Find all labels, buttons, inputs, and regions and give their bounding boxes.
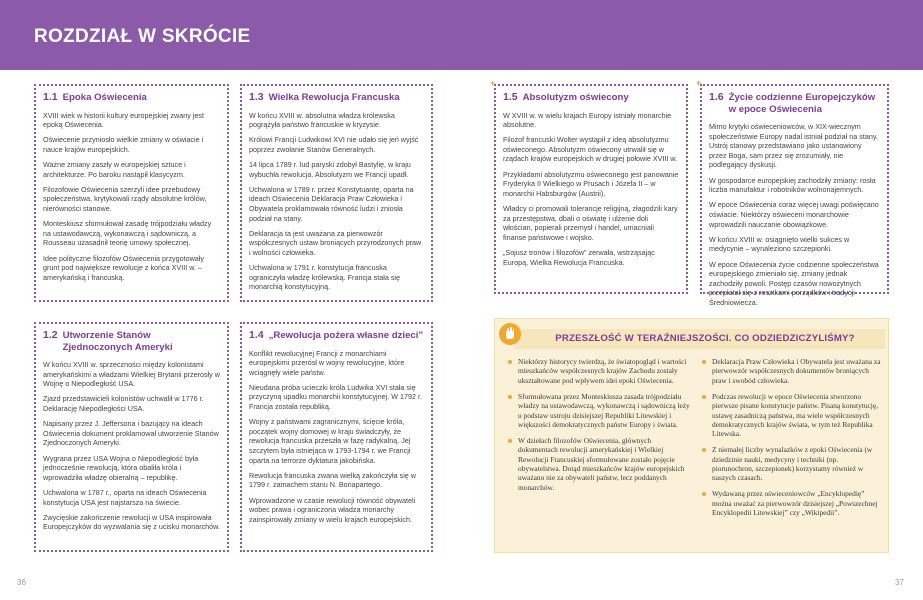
legacy-panel bbox=[494, 318, 889, 553]
card-paragraph: „Sojusz tronów i filozofów” zerwała, wstrząsając Europą, Wielka Rewolucja Francuska. bbox=[503, 248, 655, 267]
card-number: 1.2 bbox=[43, 329, 58, 341]
legacy-title: PRZESZŁOŚĆ W TERAŹNIEJSZOŚCI. CO ODZIEDZICZYLIŚMY? bbox=[555, 333, 855, 344]
section-card-1-1 bbox=[34, 84, 229, 302]
card-title: Epoka Oświecenia bbox=[62, 92, 147, 103]
card-paragraph: W końcu XVIII w. osiągnięto wielki sukces w medycynie – wynaleziono szczepionki. bbox=[709, 234, 850, 254]
card-paragraph: W końcu XVIII w. absolutna władza królewska pogrążyła państwo francuskie w kryzysie. bbox=[249, 110, 395, 130]
card-number: 1.1 bbox=[43, 91, 58, 103]
legacy-item: Deklaracja Praw Człowieka i Obywatela jest uważana za pierwowzór współczesnych dokumentów broniących praw i swobód człowieka. bbox=[701, 357, 881, 385]
card-heading bbox=[43, 92, 220, 104]
card-paragraph: Władcy ci promowali tolerancje religijną, złagodzili kary za przestępstwa, dbali o oświatę i ulżenie doli włościan, popierali przemysł i handel, umacniali finanse państwowe i wojsko. bbox=[503, 204, 678, 242]
card-heading bbox=[43, 330, 220, 353]
card-paragraph: XVIII wiek w historii kultury europejskiej zwany jest epoką Oświecenia. bbox=[43, 110, 204, 130]
legacy-item: Niektórzy historycy twierdzą, że światopogląd i wartości mieszkańców współczesnych krajów Zachodu zostały ukształtowane pod wpływem idei epoki Oświecenia. bbox=[507, 357, 690, 385]
card-paragraph: Mimo krytyki oświeceniowców, w XIX-wiecznym społeczeństwie Europy nadal istniał podział na stany. Ustrój stanowy przedstawiano jako ustanowiony przez Boga, sam przez się zrozumiały, nie podlegający dyskusji. bbox=[709, 122, 878, 170]
card-title: Absolutyzm oświecony bbox=[522, 92, 629, 103]
legacy-item: Z niemałej liczby wynalazków z epoki Oświecenia (w dziedzinie nauki, medycyny i techniki (np. piorunochron, szczepionek) korzystamy również w naszych czasach. bbox=[701, 445, 881, 483]
card-paragraph: Uchwalona w 1787 r., oparta na ideach Oświecenia konstytucja USA jest najstarsza na świecie. bbox=[43, 487, 207, 507]
section-card-1-2 bbox=[34, 322, 229, 552]
card-paragraph: Konflikt rewolucyjnej Francji z monarchiami europejskimi przerósł w wojny rewolucyjne, które wciągnęły wiele państw. bbox=[249, 348, 405, 377]
card-title: Wielka Rewolucja Francuska bbox=[268, 92, 400, 103]
card-heading bbox=[709, 92, 880, 115]
card-paragraph: Monteskiusz sformułował zasadę trójpodziału władzy na ustawodawczą, wykonawczą i sądowniczą, a Rousseau uzasadnił teorię umowy społecznej. bbox=[43, 219, 212, 248]
card-paragraph: Przykładami absolutyzmu oświeconego jest panowanie Fryderyka II Wielkiego w Prusach i Józefa II – w monarchii Habsburgów (Austrii). bbox=[503, 169, 679, 198]
card-paragraph: Wygrana przez USA Wojna o Niepodległość była jednocześnie rewolucją, która obaliła króla i wprowadziła władzę obieralną – republikę. bbox=[43, 453, 199, 482]
card-paragraph: W epoce Oświecenia coraz więcej uwagi poświęcano oświacie. Niektórzy oświeceni monarchowie wprowadzili nauczanie obowiązkowe. bbox=[709, 200, 879, 229]
card-paragraph: Oświecenie przyniosło wielkie zmiany w oświacie i nauce krajów europejskich. bbox=[43, 135, 204, 154]
section-card-1-5 bbox=[494, 84, 688, 294]
card-paragraph: Zwycięskie zakończenie rewolucji w USA inspirowała Europejczyków do wyzwalania się z ucisku monarchów. bbox=[43, 512, 220, 532]
card-number: 1.4 bbox=[249, 329, 264, 341]
legacy-item: Wydawaną przez oświeceniowców „Encyklopedię” można uważać za pierwowzór dzisiejszej „Powszechnej Encyklopedii Litewskiej” czy „Wikipedii”. bbox=[701, 489, 881, 517]
card-title: „Rewolucja pożera własne dzieci” bbox=[268, 330, 424, 341]
card-paragraph: Filozofowie Oświecenia szerzyli idee przebudowy społeczeństwa, krytykowali rządy absolutne królów, nierówności stanowe. bbox=[43, 184, 207, 214]
hand-icon bbox=[499, 323, 521, 345]
card-paragraph: Nieudana próba ucieczki króla Ludwika XVI stała się przyczyną upadku monarchii konstytucyjnej. W 1792 r. Francja została republiką. bbox=[249, 382, 422, 412]
legacy-column-left bbox=[507, 357, 690, 499]
card-paragraph: Deklaracja ta jest uważana za pierwowzór współczesnych ustaw broniących przyrodzonych praw i wolności człowieka. bbox=[249, 228, 422, 257]
card-paragraph: Rewolucja francuska zwana wielką zakończyła się w 1799 r. zamachem stanu N. Bonapartego. bbox=[249, 470, 416, 490]
legacy-item: Sformułowana przez Monteskiusza zasada trójpodziału władzy na ustawodawczą, wykonawczą i sądowniczą leży u podstaw ustroju dzisiejszej Republiki Litewskiej i większości demokratycznych państw Europy i świata. bbox=[507, 392, 690, 430]
card-paragraph: W końcu XVIII w. sprzeczności między kolonistami amerykańskimi a władzami Wielkiej Brytanii przerosły w Wojnę o Niepodległość USA. bbox=[43, 360, 220, 389]
card-number: 1.3 bbox=[249, 91, 264, 103]
chapter-header bbox=[0, 0, 923, 70]
card-heading bbox=[249, 92, 424, 104]
page-number-left: 36 bbox=[17, 578, 26, 587]
card-paragraph: W gospodarce europejskiej zachodziły zmiany: rosła liczba manufaktur i robotników wolnonajemnych. bbox=[709, 175, 876, 195]
page-number-right: 37 bbox=[895, 578, 904, 587]
card-paragraph: Wojny z państwami zagranicznymi, ścięcie króla, początek wojny domowej w kraju świadczyły, że rewolucja francuska przeszła w fazę radykalną. Jej szczytem była istniejąca w 1793-1794 r. we Francji oparta na terrorze dyktatura jakobińska. bbox=[249, 417, 411, 465]
card-paragraph: W XVIII w. w wielu krajach Europy istniały monarchie absolutne. bbox=[503, 110, 672, 130]
section-card-1-4 bbox=[240, 322, 433, 552]
card-number: 1.6 bbox=[709, 91, 724, 103]
card-paragraph: Napisany przez J. Jeffersona i bazujący na ideach Oświecenia dokument proklamował utworzenie Stanów Zjednoczonych Ameryki. bbox=[43, 419, 219, 448]
legacy-item: Podczas rewolucji w epoce Oświecenia stworzono pierwsze pisane konstytucje państw. Pisaną konstytucję, ustawę zasadniczą państwa, ma wiele współczesnych demokratycznych krajów świata, w tym też Republika Litewska. bbox=[701, 392, 881, 439]
card-paragraph: Zjazd przedstawicieli kolonistów uchwalił w 1776 r. Deklarację Niepodległości USA. bbox=[43, 394, 204, 413]
card-heading bbox=[249, 330, 424, 342]
card-paragraph: Ważne zmiany zaszły w europejskiej sztuce i architekturze. Po baroku nastąpił klasycyzm. bbox=[43, 160, 186, 179]
card-paragraph: Wprowadzone w czasie rewolucji równość obywateli wobec prawa i ograniczona władza monarchy zainspirowały zmiany w wielu krajach europejskich. bbox=[249, 495, 416, 524]
legacy-item: W dziełach filozofów Oświecenia, głównych dokumentach rewolucji amerykańskiej i Wielkiej Rewolucji Francuskiej sformułowane zostało pojęcie obywatelstwa. Dotąd mieszkańców krajów europejskich uważano nie za obywateli państw, lecz poddanych monarchów. bbox=[507, 436, 690, 492]
card-paragraph: Idee polityczne filozofów Oświecenia przygotowały grunt pod największe rewolucje z końca XVIII w. – amerykańską i francuską. bbox=[43, 253, 204, 282]
card-paragraph: Filozof francuski Wolter wystąpił z ideą absolutyzmu oświeconego. Absolutyzm oświecony utrwalił się w rządach krajów europejskich w drugiej połowie XVIII w. bbox=[503, 135, 678, 164]
card-paragraph: Uchwalona w 1789 r. przez Konstytuantę, oparta na ideach Oświecenia Deklaracja Praw Człowieka i Obywatela proklamowała równość ludzi i zniosła podział na stany. bbox=[249, 184, 414, 223]
card-paragraph: 14 lipca 1789 r. lud paryski zdobył Bastylię, w kraju wybuchła rewolucja. Absolutyzm we Francji upadł. bbox=[249, 160, 411, 179]
card-paragraph: W epoce Oświecenia życie codzienne społeczeństwa europejskiego zmieniało się, zmiany jednak zachodziły powoli. Postęp czasów nowożytnych przeplatał się z resztkami porządków i tradycji Średniowiecza. bbox=[709, 259, 879, 307]
card-paragraph: Królowi Francji Ludwikowi XVI nie udało się jeń wyjść poprzez zwołanie Stanów Generalnych. bbox=[249, 135, 419, 154]
card-title: Życie codzienne Europejczyków w epoce Oświecenia bbox=[728, 92, 876, 115]
card-title: Utworzenie Stanów Zjednoczonych Ameryki bbox=[62, 330, 173, 353]
chapter-title: ROZDZIAŁ W SKRÓCIE bbox=[34, 26, 251, 47]
card-paragraph: Uchwalona w 1791 r. konstytucja francuska ograniczyła władzę królewską. Francja stała się monarchią konstytucyjną. bbox=[249, 263, 401, 292]
legacy-column-right bbox=[701, 357, 881, 524]
card-number: 1.5 bbox=[503, 91, 518, 103]
card-heading bbox=[503, 92, 679, 104]
corner-plus-icon: + bbox=[696, 78, 702, 88]
section-card-1-6 bbox=[700, 84, 889, 307]
section-card-1-3 bbox=[240, 84, 433, 302]
corner-plus-icon: + bbox=[490, 78, 496, 88]
